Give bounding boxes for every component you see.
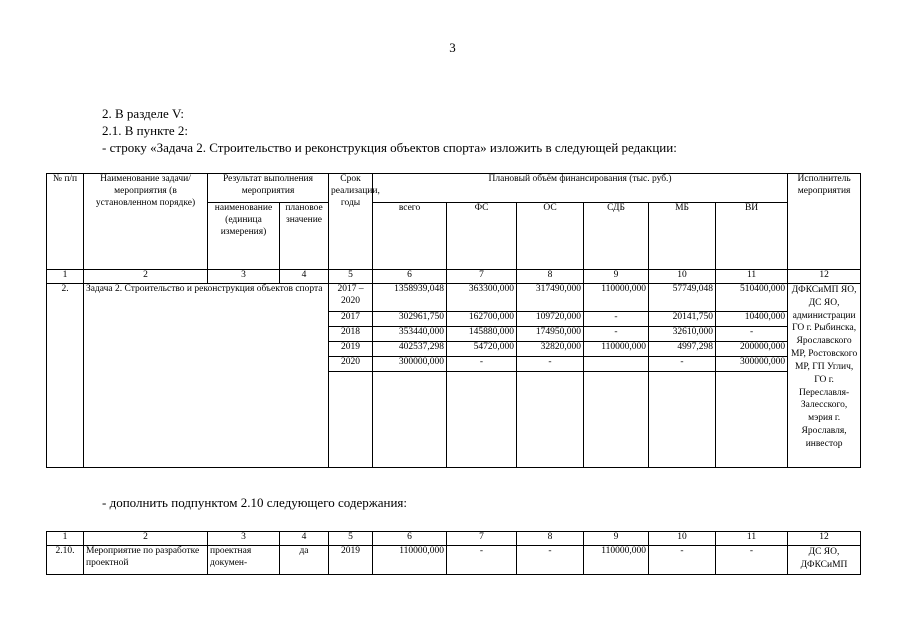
column-number: 1 [47, 532, 84, 546]
item-mb: - [649, 546, 716, 575]
header-name: Наименование задачи/ мероприятия (в установленном порядке) [84, 174, 208, 270]
column-number: 4 [280, 270, 329, 284]
column-number: 7 [447, 532, 517, 546]
header-result-plan: плановое значение [280, 203, 329, 270]
row-os: 32820,000 [517, 342, 584, 357]
task-name: Задача 2. Строительство и реконструкция объектов спорта [84, 284, 329, 468]
program-table [46, 173, 861, 468]
column-number: 5 [329, 270, 373, 284]
row-mb: 4997,298 [649, 342, 716, 357]
row-sdb: 110000,000 [584, 342, 649, 357]
addition-text: - дополнить подпунктом 2.10 следующего содержания: [102, 495, 407, 510]
column-number: 9 [584, 270, 649, 284]
item-total: 110000,000 [373, 546, 447, 575]
empty-cell [373, 372, 447, 468]
row-mb: 57749,048 [649, 284, 716, 312]
column-number: 1 [47, 270, 84, 284]
addition-table [46, 531, 861, 575]
point-heading: 2.1. В пункте 2: [102, 123, 189, 138]
item-year: 2019 [329, 546, 373, 575]
column-number: 2 [84, 270, 208, 284]
column-number: 10 [649, 270, 716, 284]
row-total: 1358939,048 [373, 284, 447, 312]
header-num: № п/п [47, 174, 84, 270]
item-executor: ДС ЯО, ДФКСиМП [788, 546, 861, 575]
header-vi: ВИ [716, 203, 788, 270]
row-os: 174950,000 [517, 327, 584, 342]
row-total: 302961,750 [373, 312, 447, 327]
item-name: Мероприятие по разработке проектной [84, 546, 208, 575]
column-number: 11 [716, 532, 788, 546]
row-os: 109720,000 [517, 312, 584, 327]
row-year: 2018 [329, 327, 373, 342]
task-executor: ДФКСиМП ЯО, ДС ЯО, администрации ГО г. Рыбинска, Ярославского МР, Ростовского МР, ГП Углич, ГО г. Переславля-Залесского, мэрия г. Ярославля, инвестор [788, 284, 861, 468]
row-vi: - [716, 327, 788, 342]
header-mb: МБ [649, 203, 716, 270]
header-funding: Плановый объём финансирования (тыс. руб.) [373, 174, 788, 203]
section-heading: 2. В разделе V: [102, 106, 185, 121]
column-number: 5 [329, 532, 373, 546]
row-fs: 54720,000 [447, 342, 517, 357]
header-executor: Исполнитель мероприятия [788, 174, 861, 270]
empty-cell [329, 372, 373, 468]
row-fs: - [447, 357, 517, 372]
task-num: 2. [47, 284, 84, 468]
header-sdb: СДБ [584, 203, 649, 270]
row-year: 2017 [329, 312, 373, 327]
header-fs: ФС [447, 203, 517, 270]
empty-cell [517, 372, 584, 468]
row-os: 317490,000 [517, 284, 584, 312]
row-total: 300000,000 [373, 357, 447, 372]
column-number: 2 [84, 532, 208, 546]
column-number: 3 [208, 532, 280, 546]
empty-cell [447, 372, 517, 468]
row-mb: - [649, 357, 716, 372]
column-number: 11 [716, 270, 788, 284]
item-num: 2.10. [47, 546, 84, 575]
row-mb: 20141,750 [649, 312, 716, 327]
page-number: 3 [449, 40, 456, 55]
header-result-name: наименование (единица измерения) [208, 203, 280, 270]
header-os: ОС [517, 203, 584, 270]
row-year: 2017 – 2020 [329, 284, 373, 312]
empty-cell [716, 372, 788, 468]
row-sdb [584, 357, 649, 372]
row-year: 2020 [329, 357, 373, 372]
item-vi: - [716, 546, 788, 575]
header-total: всего [373, 203, 447, 270]
empty-cell [649, 372, 716, 468]
row-fs: 145880,000 [447, 327, 517, 342]
row-mb: 32610,000 [649, 327, 716, 342]
header-term: Срок реализации, годы [329, 174, 373, 270]
row-total: 402537,298 [373, 342, 447, 357]
row-vi: 200000,000 [716, 342, 788, 357]
column-number: 6 [373, 270, 447, 284]
row-vi: 300000,000 [716, 357, 788, 372]
item-sdb: 110000,000 [584, 546, 649, 575]
instruction-text: - строку «Задача 2. Строительство и реконструкция объектов спорта» изложить в следующей редакции: [102, 140, 677, 155]
row-vi: 510400,000 [716, 284, 788, 312]
item-result-name: проектная докумен- [208, 546, 280, 575]
column-number: 8 [517, 270, 584, 284]
item-fs: - [447, 546, 517, 575]
row-fs: 363300,000 [447, 284, 517, 312]
column-number: 8 [517, 532, 584, 546]
row-sdb: - [584, 312, 649, 327]
column-number: 9 [584, 532, 649, 546]
row-vi: 10400,000 [716, 312, 788, 327]
item-result-plan: да [280, 546, 329, 575]
row-total: 353440,000 [373, 327, 447, 342]
row-os: - [517, 357, 584, 372]
row-year: 2019 [329, 342, 373, 357]
column-number: 6 [373, 532, 447, 546]
column-number: 10 [649, 532, 716, 546]
row-sdb: - [584, 327, 649, 342]
column-number: 3 [208, 270, 280, 284]
empty-cell [584, 372, 649, 468]
header-result: Результат выполнения мероприятия [208, 174, 329, 203]
column-number: 7 [447, 270, 517, 284]
item-os: - [517, 546, 584, 575]
row-sdb: 110000,000 [584, 284, 649, 312]
row-fs: 162700,000 [447, 312, 517, 327]
column-number: 12 [788, 270, 861, 284]
column-number: 4 [280, 532, 329, 546]
column-number: 12 [788, 532, 861, 546]
